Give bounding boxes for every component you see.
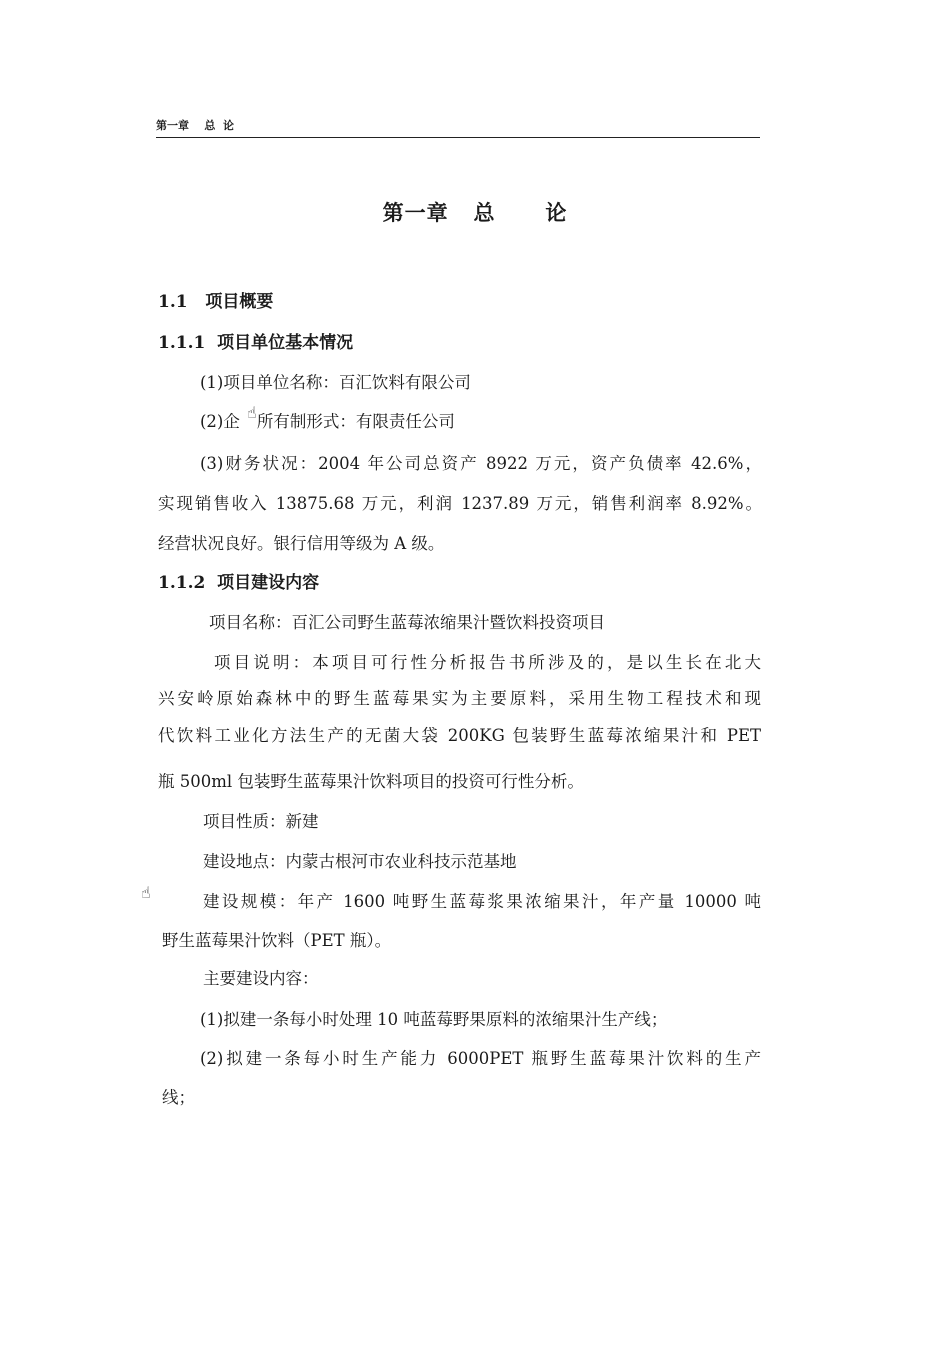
- ownership-line: [200, 410, 455, 434]
- chapter-title: 第一章 总 论: [382, 201, 568, 225]
- nature-line: 项目性质：新建: [203, 812, 319, 831]
- section-heading-1-1-2: 1.1.2 项目建设内容: [158, 573, 320, 593]
- content-item-2-line-2: 线；: [162, 1088, 195, 1107]
- section-heading-1-1: 1.1 项目概要: [158, 292, 274, 312]
- hand-cursor-icon: ☝: [141, 883, 151, 902]
- location-line: 建设地点：内蒙古根河市农业科技示范基地: [203, 852, 517, 871]
- unit-name-line: (1)项目单位名称：百汇饮料有限公司: [200, 373, 471, 392]
- description-line-4: 瓶 500ml 包装野生蓝莓果汁饮料项目的投资可行性分析。: [158, 772, 584, 791]
- description-line-3: 代饮料工业化方法生产的无菌大袋 200KG 包装野生蓝莓浓缩果汁和 PET: [158, 726, 761, 745]
- finance-line-3: 经营状况良好。银行信用等级为 A 级。: [158, 534, 445, 553]
- scale-line-2: 野生蓝莓果汁饮料（PET 瓶）。: [162, 931, 392, 950]
- project-name-line: 项目名称：百汇公司野生蓝莓浓缩果汁暨饮料投资项目: [209, 613, 605, 632]
- content-item-1: (1)拟建一条每小时处理 10 吨蓝莓野果原料的浓缩果汁生产线；: [200, 1010, 668, 1029]
- running-header: 第一章 总 论: [156, 118, 760, 138]
- main-content-label: 主要建设内容：: [203, 969, 319, 988]
- finance-line-1: (3)财务状况：2004 年公司总资产 8922 万元，资产负债率 42.6%，: [200, 454, 762, 473]
- ownership-text: 所有制形式：有限责任公司: [256, 412, 455, 431]
- description-line-1: 项目说明：本项目可行性分析报告书所涉及的，是以生长在北大: [214, 653, 761, 672]
- scale-line-1: 建设规模：年产 1600 吨野生蓝莓浆果浓缩果汁，年产量 10000 吨: [203, 892, 761, 911]
- hand-cursor-icon: ☝: [247, 403, 257, 422]
- finance-line-2: 实现销售收入 13875.68 万元，利润 1237.89 万元，销售利润率 8.92%。: [158, 494, 762, 513]
- content-item-2-line-1: (2)拟建一条每小时生产能力 6000PET 瓶野生蓝莓果汁饮料的生产: [200, 1049, 761, 1068]
- ownership-prefix: (2)企: [200, 412, 240, 431]
- section-heading-1-1-1: 1.1.1 项目单位基本情况: [158, 333, 354, 353]
- description-line-2: 兴安岭原始森林中的野生蓝莓果实为主要原料，采用生物工程技术和现: [158, 689, 761, 708]
